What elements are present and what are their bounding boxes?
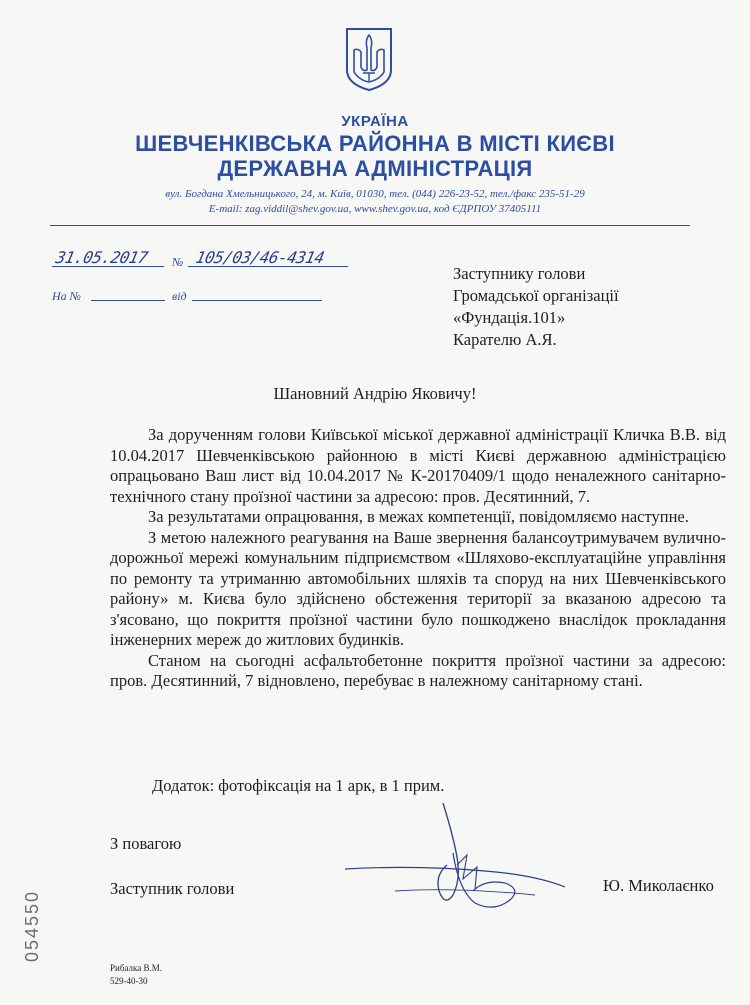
country-title: УКРАЇНА bbox=[341, 113, 409, 130]
addressee-line: Громадської організації bbox=[453, 286, 619, 305]
organization-title-line2: ДЕРЖАВНА АДМІНІСТРАЦІЯ bbox=[217, 156, 533, 181]
addressee-block bbox=[453, 263, 619, 351]
signature-icon bbox=[335, 795, 575, 920]
performer-name: Рибалка В.М. bbox=[110, 963, 162, 973]
document-stamp-number: 054550 bbox=[22, 889, 42, 962]
closing-regards: З повагою bbox=[110, 834, 182, 853]
reply-number-label: На № bbox=[52, 289, 81, 303]
date-underline bbox=[52, 266, 164, 267]
reply-date-label: від bbox=[172, 289, 187, 303]
reply-date-underline bbox=[192, 300, 322, 301]
outgoing-number-handwritten: 105/03/46-4314 bbox=[193, 248, 326, 267]
number-label: № bbox=[172, 255, 184, 269]
outgoing-date-handwritten: 31.05.2017 bbox=[53, 248, 150, 267]
body-paragraph: Станом на сьогодні асфальтобетонне покриття проїзної частини за адресою: пров. Десятинний, 7 відновлено, перебуває в належному санітарному стані. bbox=[110, 650, 726, 690]
performer-phone: 529-40-30 bbox=[110, 976, 148, 986]
contact-email-line: E-mail: zag.viddil@shev.gov.ua, www.shev.gov.ua, код ЄДРПОУ 37405111 bbox=[208, 203, 542, 215]
performer-block bbox=[110, 962, 162, 988]
contact-address-line: вул. Богдана Хмельницького, 24, м. Київ, 01030, тел. (044) 226-23-52, тел./факс 235-51-29 bbox=[165, 188, 585, 200]
addressee-line: Заступнику голови bbox=[453, 264, 586, 283]
body-paragraph: За результатами опрацювання, в межах компетенції, повідомляємо наступне. bbox=[148, 507, 689, 526]
reply-number-underline bbox=[91, 300, 165, 301]
body-paragraph: За дорученням голови Київської міської державної адміністрації Кличка В.В. від 10.04.2017 Шевченківською районною в місті Києві державною адміністрацією опрацьовано Ваш лист від 10.04.2017 № К-20170409/1 щодо неналежного санітарно-технічного стану проїзної частини за адресою: пров. Десятинний, 7. bbox=[110, 425, 726, 506]
addressee-line: Карателю А.Я. bbox=[453, 330, 557, 349]
letter-body bbox=[110, 425, 726, 692]
signer-position: Заступник голови bbox=[110, 879, 235, 898]
signer-name: Ю. Миколаєнко bbox=[603, 876, 714, 895]
salutation: Шановний Андрію Яковичу! bbox=[273, 384, 477, 403]
trident-emblem-icon bbox=[343, 26, 395, 92]
organization-title-line1: ШЕВЧЕНКІВСЬКА РАЙОННА В МІСТІ КИЄВІ bbox=[135, 131, 615, 156]
addressee-line: «Фундація.101» bbox=[453, 308, 566, 327]
header-divider bbox=[50, 225, 690, 226]
number-underline bbox=[188, 266, 348, 267]
body-paragraph: З метою належного реагування на Ваше звернення балансоутримувачем вулично-дорожньої мережі комунальним підприємством «Шляхово-експлуатаційне управління по ремонту та утриманню автомобільних шляхів та споруд на них Шевченківського району» м. Києва було здійснено обстеження території за вказаною адресою та з'ясовано, що покриття проїзної частини було пошкоджено внаслідок прокладання інженерних мереж до житлових будинків. bbox=[110, 527, 726, 649]
attachment-note: Додаток: фотофіксація на 1 арк, в 1 прим. bbox=[152, 776, 445, 795]
